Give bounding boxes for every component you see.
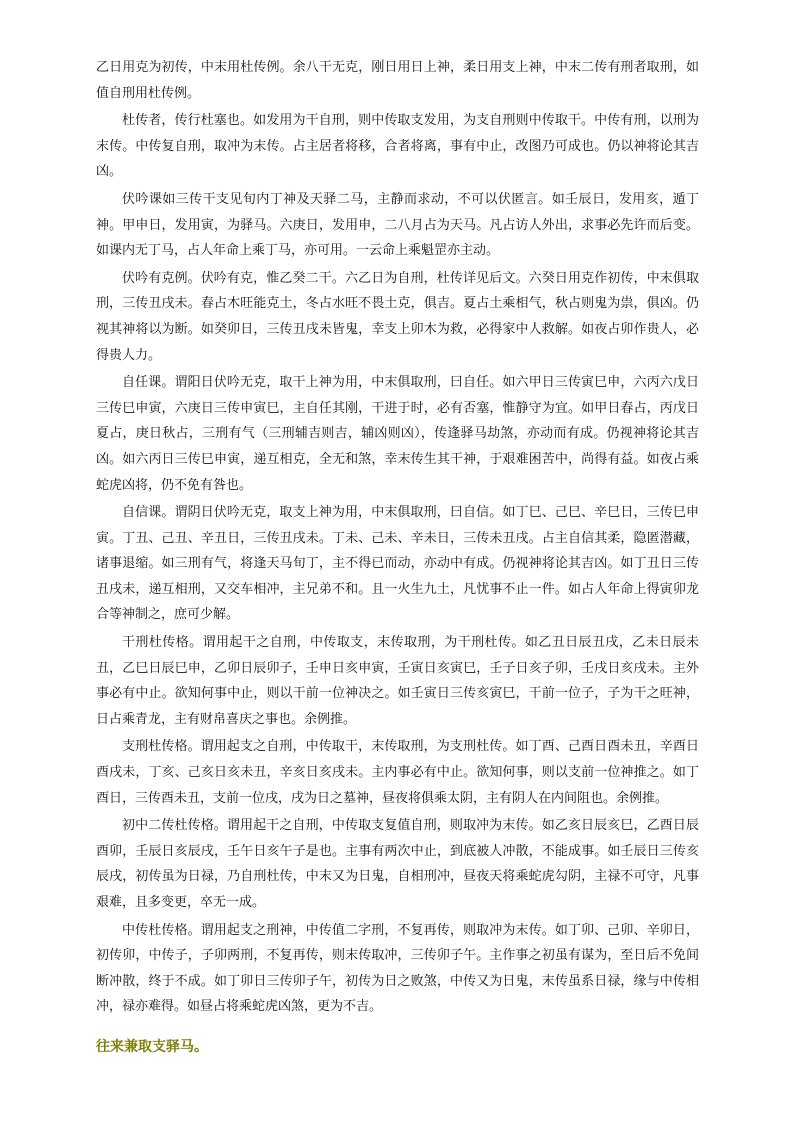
paragraph-continuation: 乙日用克为初传，中末用杜传例。余八干无克，刚日用日上神，柔日用支上神，中末二传有刑者取刑，如值自刑用杜传例。 [96,60,699,101]
paragraph-zi-ren-ke: 自任课。谓阳日伏吟无克，取干上神为用，中末俱取刑，曰自任。如六甲日三传寅巳申，六丙六戊日三传巳申寅，六庚日三传申寅巳，主自任其刚，干进于时，必有否塞，惟静守为宜。如甲日春占，丙戊日夏占，庚日秋占，三刑有气（三刑辅吉则吉，辅凶则凶），传逢驿马劫煞，亦动而有成。仍视神将论其吉凶。如六丙日三传巳申寅，递互相克，全无和煞，幸末传生其干神，于艰难困苦中，尚得有益。如夜占乘蛇虎凶将，仍不免有咎也。 [96,375,699,493]
paragraph-du-chuan: 杜传者，传行杜塞也。如发用为干自刑，则中传取支发用，为支自刑则中传取干。中传有刑，以刑为末传。中传复自刑，取冲为末传。占主居者将移，合者将离，事有中止，改图乃可成也。仍以神将论其吉凶。 [96,113,699,180]
paragraph-fu-yin-you-ke: 伏吟有克例。伏吟有克，惟乙癸二干。六乙日为自刑，杜传详见后文。六癸日用克作初传，中末俱取刑，三传丑戌未。春占木旺能克土，冬占水旺不畏土克，俱吉。夏占土乘相气，秋占则鬼为祟，俱凶。仍视其神将以为断。如癸卯日，三传丑戌未皆鬼，幸支上卯木为救，必得家中人救解。如夜占卯作贵人，必得贵人力。 [96,270,699,363]
paragraph-zhi-xing-du-chuan: 支刑杜传格。谓用起支之自刑，中传取干，末传取刑，为支刑杜传。如丁酉、己酉日酉未丑，辛酉日酉戌未，丁亥、己亥日亥未丑，辛亥日亥戌未。主内事必有中止。欲知何事，则以支前一位神推之。如丁酉日，三传酉未丑，支前一位戌，戌为日之墓神，昼夜将俱乘太阴，主有阴人在内间阻也。余例推。 [96,739,699,806]
paragraph-gan-xing-du-chuan: 干刑杜传格。谓用起干之自刑，中传取支，末传取刑，为干刑杜传。如乙丑日辰丑戌，乙未日辰未丑，乙巳日辰巳申，乙卯日辰卯子，壬申日亥申寅，壬寅日亥寅巳，壬子日亥子卯，壬戌日亥戌未。主外事必有中止。欲知何事中止，则以干前一位神决之。如壬寅日三传亥寅巳，干前一位子，子为干之旺神，日占乘青龙，主有财帛喜庆之事也。余例推。 [96,635,699,727]
paragraph-zhong-chuan-du-chuan: 中传杜传格。谓用起支之刑神，中传值二字刑，不复再传，则取冲为末传。如丁卯、己卯、辛卯日，初传卯，中传子，子卯两刑，不复再传，则末传取冲，三传卯子午。主作事之初虽有谋为，至日后不免间断冲散，终于不成。如丁卯日三传卯子午，初传为日之败煞，中传又为日鬼，末传虽系日禄，缘与中传相冲，禄亦难得。如昼占将乘蛇虎凶煞，更为不吉。 [96,922,699,1015]
paragraph-chu-zhong-du-chuan: 初中二传杜传格。谓用起干之自刑，中传取支复值自刑，则取冲为末传。如乙亥日辰亥巳，乙酉日辰酉卯，壬辰日亥辰戌，壬午日亥午子是也。主事有两次中止，到底被人冲散，不能成事。如壬辰日三传亥辰戌，初传虽为日禄，乃自刑杜传，中末又为日鬼，自相刑冲，昼夜天将乘蛇虎勾阴，主禄不可守，凡事艰难，且多变更，卒无一成。 [96,818,699,910]
paragraph-fu-yin-ke: 伏吟课如三传干支见旬内丁神及天驿二马，主静而求动，不可以伏匿言。如壬辰日，发用亥，遁丁神。甲申日，发用寅，为驿马。六庚日，发用申，二八月占为天马。凡占访人外出，求事必先许而后变。如课内无丁马，占人年命上乘丁马，亦可用。一云命上乘魁罡亦主动。 [96,191,699,259]
paragraph-zi-xin-ke: 自信课。谓阴日伏吟无克，取支上神为用，中末俱取刑，曰自信。如丁巳、己巳、辛巳日，三传巳申寅。丁丑、己丑、辛丑日，三传丑戌未。丁未、己未、辛未日，三传未丑戌。占主自信其柔，隐匿潜藏，诸事退缩。如三刑有气，将逢天马旬丁，主不得已而动，亦动中有成。仍视神将论其吉凶。如丁丑日三传丑戌未，递互相刑，又交车相冲，主兄弟不和。且一火生九土，凡忧事不止一件。如占人年命上得寅卯龙合等神制之，庶可少解。 [96,505,699,623]
section-heading: 往来兼取支驿马。 [96,1038,208,1055]
document-page [96,55,699,1060]
